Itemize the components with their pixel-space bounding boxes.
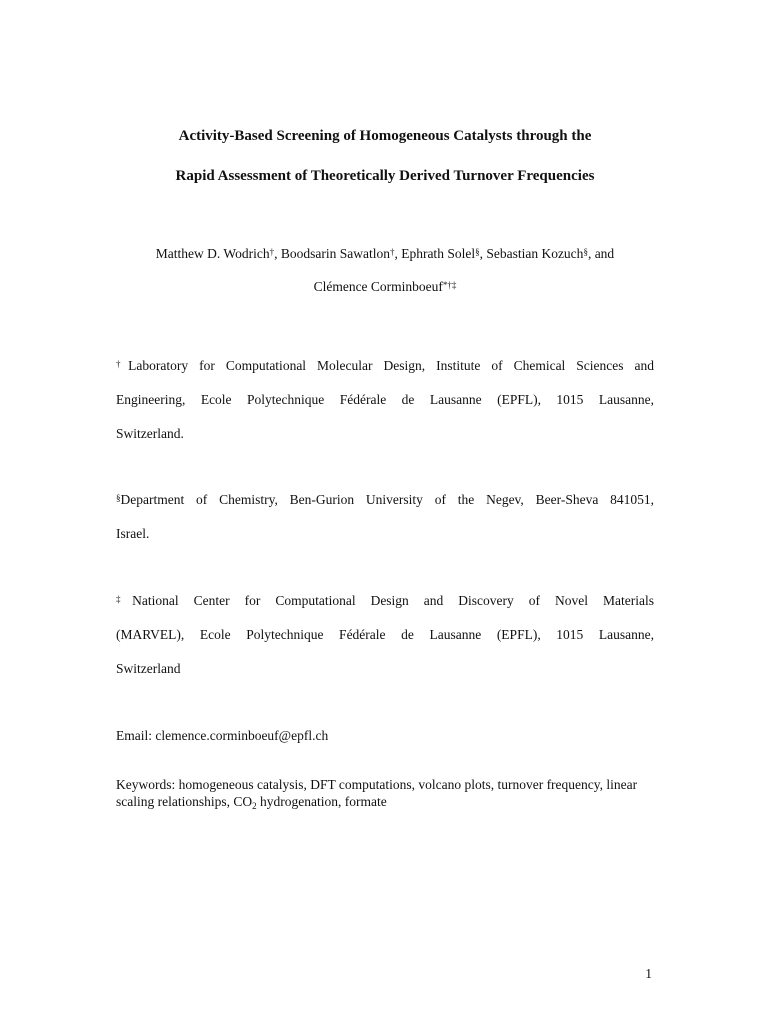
affiliation-epfl-line-1: †Laboratory for Computational Molecular Design, Institute of Chemical Sciences and — [116, 358, 655, 373]
author-separator: , and — [587, 246, 615, 261]
affiliation-marvel-line-2: (MARVEL), Ecole Polytechnique Fédérale de Lausanne (EPFL), 1015 Lausanne, — [116, 627, 654, 642]
affiliation-mark: ‡ — [116, 594, 133, 604]
affiliation-bgu-line-2: Israel. — [116, 526, 150, 541]
corresponding-email: Email: clemence.corminboeuf@epfl.ch — [116, 728, 329, 743]
affiliation-epfl-line-3: Switzerland. — [116, 426, 184, 441]
affiliation-mark: § — [583, 247, 588, 257]
affiliation-mark: *†‡ — [442, 280, 457, 290]
affiliation-marvel-line-3: Switzerland — [116, 661, 181, 676]
author-list-line-1 — [116, 245, 654, 263]
author-separator: , — [394, 246, 402, 261]
author-name: Ephrath Solel — [401, 246, 476, 261]
keywords: Keywords: homogeneous catalysis, DFT computations, volcano plots, turnover frequency, linear scaling relationships, $CO_2$ hydrogenation, formate — [116, 777, 638, 811]
author-name: Sebastian Kozuch — [486, 246, 584, 261]
paper-title-line-2: Rapid Assessment of Theoretically Derived Turnover Frequencies — [175, 168, 595, 184]
author-separator: , — [479, 246, 487, 261]
author-separator: , — [274, 246, 281, 261]
affiliation-bgu-line-1: §Department of Chemistry, Ben-Gurion University of the Negev, Beer-Sheva 841051, — [116, 492, 654, 507]
subscript: 2 — [252, 801, 257, 811]
affiliation-mark: § — [475, 247, 480, 257]
author-list-line-2 — [116, 278, 654, 296]
affiliation-mark: † — [389, 247, 395, 257]
affiliation-mark: § — [116, 493, 121, 503]
page-number: 1 — [645, 966, 652, 981]
affiliation-mark: † — [269, 247, 275, 257]
author-name: Boodsarin Sawatlon — [280, 246, 390, 261]
affiliation-epfl-line-2: Engineering, Ecole Polytechnique Fédérale de Lausanne (EPFL), 1015 Lausanne, — [116, 392, 654, 407]
affiliation-mark: † — [116, 359, 129, 369]
author-name: Matthew D. Wodrich — [155, 246, 270, 261]
affiliation-marvel-line-1: ‡National Center for Computational Design and Discovery of Novel Materials — [116, 593, 654, 608]
paper-title-line-1: Activity-Based Screening of Homogeneous Catalysts through the — [178, 128, 592, 144]
author-name: Clémence Corminboeuf — [313, 279, 443, 294]
